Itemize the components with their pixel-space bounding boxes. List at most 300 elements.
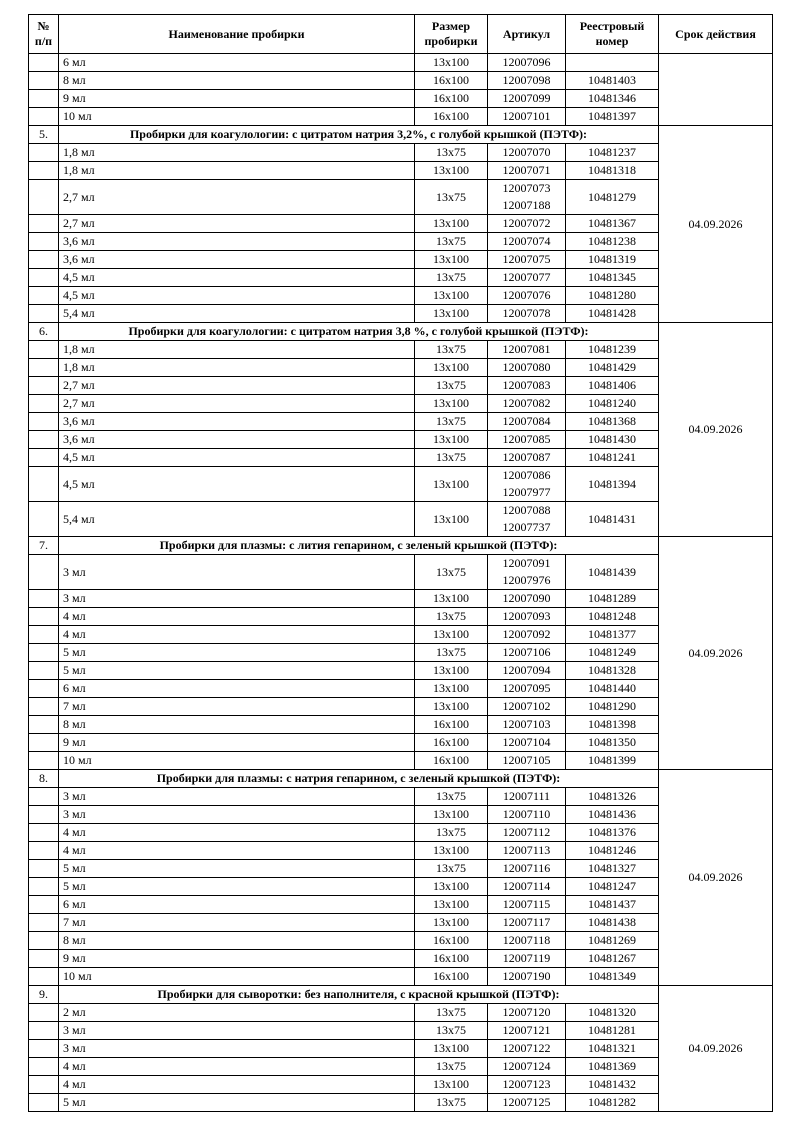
tube-name-cell: 3 мл	[59, 1040, 415, 1058]
row-number-cell	[29, 590, 59, 608]
article-cell	[488, 932, 566, 950]
tube-name-cell: 4,5 мл	[59, 467, 415, 502]
registry-number-cell: 10481281	[566, 1022, 659, 1040]
tube-size-cell: 16x100	[415, 752, 488, 770]
article-cell	[488, 734, 566, 752]
tube-name-cell: 9 мл	[59, 90, 415, 108]
tube-size-cell: 13x100	[415, 215, 488, 233]
section-number-cell: 9.	[29, 986, 59, 1004]
registry-number-cell: 10481377	[566, 626, 659, 644]
article-cell	[488, 842, 566, 860]
tube-name-cell: 3,6 мл	[59, 413, 415, 431]
registry-number-cell: 10481397	[566, 108, 659, 126]
article-cell	[488, 90, 566, 108]
registry-number-cell: 10481430	[566, 431, 659, 449]
article-number: 12007118	[502, 933, 551, 947]
registry-number-cell: 10481282	[566, 1094, 659, 1112]
tube-size-cell: 16x100	[415, 72, 488, 90]
article-cell	[488, 644, 566, 662]
tube-size-cell: 16x100	[415, 90, 488, 108]
article-cell	[488, 467, 566, 502]
registry-number-cell: 10481267	[566, 950, 659, 968]
registry-number-cell: 10481376	[566, 824, 659, 842]
registry-number-cell: 10481328	[566, 662, 659, 680]
article-number: 12007115	[502, 897, 551, 911]
article-cell	[488, 1004, 566, 1022]
validity-cell: 04.09.2026	[659, 126, 773, 323]
tube-size-cell: 16x100	[415, 932, 488, 950]
article-number: 12007124	[502, 1059, 551, 1073]
article-cell	[488, 1040, 566, 1058]
tube-name-cell: 9 мл	[59, 734, 415, 752]
article-number: 12007076	[502, 288, 551, 302]
article-number: 12007083	[502, 378, 551, 392]
header-row	[29, 15, 773, 54]
section-title: Пробирки для плазмы: с натрия гепарином, с зеленый крышкой (ПЭТФ):	[59, 770, 659, 788]
table-body	[29, 54, 773, 1112]
tube-name-cell: 10 мл	[59, 752, 415, 770]
tube-name-cell: 2,7 мл	[59, 215, 415, 233]
tube-name-cell: 1,8 мл	[59, 162, 415, 180]
section-number-cell: 6.	[29, 323, 59, 341]
tube-size-cell: 13x75	[415, 1004, 488, 1022]
tube-name-cell: 5 мл	[59, 1094, 415, 1112]
validity-cell: 04.09.2026	[659, 770, 773, 986]
article-number: 12007086	[502, 468, 551, 482]
article-number: 12007105	[502, 753, 551, 767]
tube-name-cell: 4 мл	[59, 608, 415, 626]
registry-number-cell: 10481279	[566, 180, 659, 215]
tube-size-cell: 13x100	[415, 626, 488, 644]
tube-name-cell: 4,5 мл	[59, 449, 415, 467]
tube-size-cell: 13x75	[415, 449, 488, 467]
row-number-cell	[29, 734, 59, 752]
article-cell	[488, 626, 566, 644]
row-number-cell	[29, 644, 59, 662]
row-number-cell	[29, 752, 59, 770]
article-cell	[488, 144, 566, 162]
tube-size-cell: 13x100	[415, 1040, 488, 1058]
article-number: 12007120	[502, 1005, 551, 1019]
tube-name-cell: 8 мл	[59, 932, 415, 950]
article-number: 12007091	[502, 556, 551, 570]
article-number: 12007737	[502, 520, 551, 534]
row-number-cell	[29, 680, 59, 698]
article-cell	[488, 502, 566, 537]
tube-name-cell: 6 мл	[59, 54, 415, 72]
row-number-cell	[29, 54, 59, 72]
tube-name-cell: 4 мл	[59, 824, 415, 842]
registry-number-cell	[566, 54, 659, 72]
registry-number-cell: 10481247	[566, 878, 659, 896]
tube-size-cell: 13x75	[415, 1058, 488, 1076]
row-number-cell	[29, 377, 59, 395]
tube-name-cell: 4 мл	[59, 842, 415, 860]
article-cell	[488, 914, 566, 932]
tube-name-cell: 1,8 мл	[59, 359, 415, 377]
article-cell	[488, 287, 566, 305]
article-cell	[488, 1022, 566, 1040]
article-number: 12007096	[502, 55, 551, 69]
tube-size-cell: 13x75	[415, 180, 488, 215]
row-number-cell	[29, 162, 59, 180]
tube-name-cell: 2,7 мл	[59, 180, 415, 215]
article-number: 12007084	[502, 414, 551, 428]
row-number-cell	[29, 896, 59, 914]
registry-number-cell: 10481350	[566, 734, 659, 752]
article-cell	[488, 54, 566, 72]
tube-size-cell: 13x100	[415, 914, 488, 932]
tube-size-cell: 13x100	[415, 287, 488, 305]
tube-name-cell: 3 мл	[59, 788, 415, 806]
tube-size-cell: 13x75	[415, 144, 488, 162]
tube-size-cell: 13x100	[415, 305, 488, 323]
article-number: 12007106	[502, 645, 551, 659]
article-number: 12007073	[502, 181, 551, 195]
article-cell	[488, 752, 566, 770]
article-cell	[488, 968, 566, 986]
section-header-row	[29, 537, 773, 555]
registry-number-cell: 10481438	[566, 914, 659, 932]
article-number: 12007116	[502, 861, 551, 875]
row-number-cell	[29, 233, 59, 251]
row-number-cell	[29, 287, 59, 305]
tube-size-cell: 13x100	[415, 842, 488, 860]
article-number: 12007112	[502, 825, 551, 839]
tube-name-cell: 1,8 мл	[59, 341, 415, 359]
tube-name-cell: 5,4 мл	[59, 305, 415, 323]
tube-name-cell: 10 мл	[59, 968, 415, 986]
registry-number-cell: 10481349	[566, 968, 659, 986]
row-number-cell	[29, 1094, 59, 1112]
validity-cell: 04.09.2026	[659, 323, 773, 537]
registry-number-cell: 10481249	[566, 644, 659, 662]
tube-size-cell: 13x75	[415, 1022, 488, 1040]
row-number-cell	[29, 90, 59, 108]
tube-size-cell: 13x100	[415, 878, 488, 896]
table-row	[29, 54, 773, 72]
row-number-cell	[29, 108, 59, 126]
article-number: 12007188	[502, 198, 551, 212]
row-number-cell	[29, 431, 59, 449]
registry-number-cell: 10481429	[566, 359, 659, 377]
row-number-cell	[29, 305, 59, 323]
tube-size-cell: 13x75	[415, 1094, 488, 1112]
registry-number-cell: 10481369	[566, 1058, 659, 1076]
tube-name-cell: 5 мл	[59, 860, 415, 878]
registry-number-cell: 10481439	[566, 555, 659, 590]
row-number-cell	[29, 662, 59, 680]
tube-name-cell: 10 мл	[59, 108, 415, 126]
tube-size-cell: 13x100	[415, 662, 488, 680]
tube-size-cell: 13x75	[415, 341, 488, 359]
tube-size-cell: 13x100	[415, 162, 488, 180]
tube-size-cell: 16x100	[415, 968, 488, 986]
row-number-cell	[29, 626, 59, 644]
tube-name-cell: 3 мл	[59, 590, 415, 608]
article-cell	[488, 341, 566, 359]
section-number-cell: 8.	[29, 770, 59, 788]
row-number-cell	[29, 467, 59, 502]
registry-number-cell: 10481237	[566, 144, 659, 162]
row-number-cell	[29, 950, 59, 968]
article-number: 12007122	[502, 1041, 551, 1055]
tube-size-cell: 16x100	[415, 734, 488, 752]
registry-number-cell: 10481269	[566, 932, 659, 950]
row-number-cell	[29, 144, 59, 162]
article-number: 12007976	[502, 573, 551, 587]
tube-name-cell: 3,6 мл	[59, 251, 415, 269]
row-number-cell	[29, 413, 59, 431]
row-number-cell	[29, 1058, 59, 1076]
article-cell	[488, 359, 566, 377]
row-number-cell	[29, 1040, 59, 1058]
article-number: 12007094	[502, 663, 551, 677]
section-title: Пробирки для плазмы: с лития гепарином, с зеленый крышкой (ПЭТФ):	[59, 537, 659, 555]
registry-number-cell: 10481280	[566, 287, 659, 305]
tubes-table	[28, 14, 773, 1112]
article-cell	[488, 788, 566, 806]
registry-number-cell: 10481240	[566, 395, 659, 413]
article-number: 12007072	[502, 216, 551, 230]
article-cell	[488, 878, 566, 896]
article-number: 12007095	[502, 681, 551, 695]
article-number: 12007113	[502, 843, 551, 857]
row-number-cell	[29, 842, 59, 860]
table-head	[29, 15, 773, 54]
tube-size-cell: 13x75	[415, 233, 488, 251]
row-number-cell	[29, 860, 59, 878]
article-cell	[488, 162, 566, 180]
row-number-cell	[29, 359, 59, 377]
column-header: Реестровый номер	[566, 15, 659, 54]
column-header: Артикул	[488, 15, 566, 54]
validity-cell	[659, 54, 773, 126]
row-number-cell	[29, 341, 59, 359]
registry-number-cell: 10481431	[566, 502, 659, 537]
row-number-cell	[29, 932, 59, 950]
registry-number-cell: 10481428	[566, 305, 659, 323]
tube-size-cell: 13x75	[415, 860, 488, 878]
registry-number-cell: 10481346	[566, 90, 659, 108]
registry-number-cell: 10481239	[566, 341, 659, 359]
tube-name-cell: 1,8 мл	[59, 144, 415, 162]
row-number-cell	[29, 914, 59, 932]
column-header: № п/п	[29, 15, 59, 54]
row-number-cell	[29, 968, 59, 986]
article-number: 12007085	[502, 432, 551, 446]
row-number-cell	[29, 716, 59, 734]
registry-number-cell: 10481436	[566, 806, 659, 824]
article-number: 12007111	[502, 789, 551, 803]
tube-name-cell: 4 мл	[59, 1058, 415, 1076]
article-number: 12007104	[502, 735, 551, 749]
registry-number-cell: 10481318	[566, 162, 659, 180]
row-number-cell	[29, 180, 59, 215]
registry-number-cell: 10481399	[566, 752, 659, 770]
registry-number-cell: 10481345	[566, 269, 659, 287]
tube-size-cell: 16x100	[415, 716, 488, 734]
registry-number-cell: 10481321	[566, 1040, 659, 1058]
row-number-cell	[29, 1022, 59, 1040]
article-cell	[488, 305, 566, 323]
article-number: 12007098	[502, 73, 551, 87]
article-cell	[488, 72, 566, 90]
article-number: 12007102	[502, 699, 551, 713]
tube-size-cell: 13x100	[415, 502, 488, 537]
article-cell	[488, 1058, 566, 1076]
article-number: 12007123	[502, 1077, 551, 1091]
registry-number-cell: 10481326	[566, 788, 659, 806]
tube-name-cell: 5 мл	[59, 878, 415, 896]
section-title: Пробирки для коагулологии: с цитратом натрия 3,2%, с голубой крышкой (ПЭТФ):	[59, 126, 659, 144]
article-cell	[488, 108, 566, 126]
article-number: 12007114	[502, 879, 551, 893]
section-header-row	[29, 126, 773, 144]
article-cell	[488, 1094, 566, 1112]
article-number: 12007087	[502, 450, 551, 464]
row-number-cell	[29, 269, 59, 287]
article-cell	[488, 377, 566, 395]
registry-number-cell: 10481289	[566, 590, 659, 608]
tube-size-cell: 13x75	[415, 269, 488, 287]
tube-name-cell: 5 мл	[59, 644, 415, 662]
article-number: 12007070	[502, 145, 551, 159]
tube-name-cell: 4,5 мл	[59, 287, 415, 305]
article-number: 12007074	[502, 234, 551, 248]
article-number: 12007103	[502, 717, 551, 731]
article-number: 12007077	[502, 270, 551, 284]
tube-size-cell: 13x100	[415, 54, 488, 72]
registry-number-cell: 10481238	[566, 233, 659, 251]
row-number-cell	[29, 1076, 59, 1094]
article-number: 12007088	[502, 503, 551, 517]
article-cell	[488, 180, 566, 215]
row-number-cell	[29, 502, 59, 537]
article-cell	[488, 824, 566, 842]
tube-size-cell: 13x75	[415, 377, 488, 395]
registry-number-cell: 10481320	[566, 1004, 659, 1022]
registry-number-cell: 10481367	[566, 215, 659, 233]
column-header: Наименование пробирки	[59, 15, 415, 54]
article-number: 12007092	[502, 627, 551, 641]
registry-number-cell: 10481248	[566, 608, 659, 626]
registry-number-cell: 10481319	[566, 251, 659, 269]
article-number: 12007090	[502, 591, 551, 605]
tube-name-cell: 3 мл	[59, 555, 415, 590]
tube-size-cell: 13x100	[415, 431, 488, 449]
row-number-cell	[29, 449, 59, 467]
article-cell	[488, 251, 566, 269]
article-cell	[488, 413, 566, 431]
row-number-cell	[29, 788, 59, 806]
validity-cell: 04.09.2026	[659, 986, 773, 1112]
registry-number-cell: 10481437	[566, 896, 659, 914]
tube-size-cell: 13x75	[415, 413, 488, 431]
article-number: 12007075	[502, 252, 551, 266]
article-cell	[488, 555, 566, 590]
article-number: 12007101	[502, 109, 551, 123]
tube-name-cell: 2,7 мл	[59, 395, 415, 413]
section-title: Пробирки для сыворотки: без наполнителя, с красной крышкой (ПЭТФ):	[59, 986, 659, 1004]
registry-number-cell: 10481398	[566, 716, 659, 734]
section-header-row	[29, 986, 773, 1004]
article-cell	[488, 395, 566, 413]
row-number-cell	[29, 1004, 59, 1022]
article-number: 12007099	[502, 91, 551, 105]
tube-name-cell: 3,6 мл	[59, 431, 415, 449]
section-number-cell: 5.	[29, 126, 59, 144]
validity-cell: 04.09.2026	[659, 537, 773, 770]
row-number-cell	[29, 824, 59, 842]
article-number: 12007082	[502, 396, 551, 410]
article-cell	[488, 806, 566, 824]
article-number: 12007121	[502, 1023, 551, 1037]
tube-name-cell: 8 мл	[59, 716, 415, 734]
article-number: 12007125	[502, 1095, 551, 1109]
article-cell	[488, 698, 566, 716]
tube-name-cell: 4 мл	[59, 626, 415, 644]
registry-number-cell: 10481327	[566, 860, 659, 878]
article-cell	[488, 590, 566, 608]
tube-size-cell: 13x100	[415, 896, 488, 914]
registry-number-cell: 10481432	[566, 1076, 659, 1094]
tube-name-cell: 6 мл	[59, 680, 415, 698]
article-number: 12007081	[502, 342, 551, 356]
article-cell	[488, 608, 566, 626]
tube-size-cell: 16x100	[415, 950, 488, 968]
tube-size-cell: 13x75	[415, 824, 488, 842]
article-cell	[488, 896, 566, 914]
tube-size-cell: 13x75	[415, 608, 488, 626]
tube-size-cell: 13x75	[415, 644, 488, 662]
row-number-cell	[29, 698, 59, 716]
tube-name-cell: 6 мл	[59, 896, 415, 914]
tube-size-cell: 13x100	[415, 698, 488, 716]
tube-size-cell: 13x75	[415, 555, 488, 590]
tube-size-cell: 13x100	[415, 806, 488, 824]
column-header: Размер пробирки	[415, 15, 488, 54]
section-title: Пробирки для коагулологии: с цитратом натрия 3,8 %, с голубой крышкой (ПЭТФ):	[59, 323, 659, 341]
tube-name-cell: 8 мл	[59, 72, 415, 90]
row-number-cell	[29, 878, 59, 896]
tube-name-cell: 3 мл	[59, 806, 415, 824]
tube-size-cell: 13x100	[415, 251, 488, 269]
article-number: 12007093	[502, 609, 551, 623]
section-header-row	[29, 770, 773, 788]
registry-number-cell: 10481403	[566, 72, 659, 90]
article-cell	[488, 233, 566, 251]
tube-name-cell: 4,5 мл	[59, 269, 415, 287]
article-number: 12007078	[502, 306, 551, 320]
article-cell	[488, 950, 566, 968]
registry-number-cell: 10481246	[566, 842, 659, 860]
article-number: 12007119	[502, 951, 551, 965]
registry-number-cell: 10481406	[566, 377, 659, 395]
tube-name-cell: 3 мл	[59, 1022, 415, 1040]
article-cell	[488, 716, 566, 734]
tube-name-cell: 4 мл	[59, 1076, 415, 1094]
registry-number-cell: 10481440	[566, 680, 659, 698]
row-number-cell	[29, 608, 59, 626]
tube-size-cell: 13x100	[415, 680, 488, 698]
column-header: Срок действия	[659, 15, 773, 54]
article-cell	[488, 680, 566, 698]
article-number: 12007117	[502, 915, 551, 929]
tube-name-cell: 5 мл	[59, 662, 415, 680]
tube-name-cell: 7 мл	[59, 914, 415, 932]
tube-size-cell: 13x100	[415, 1076, 488, 1094]
